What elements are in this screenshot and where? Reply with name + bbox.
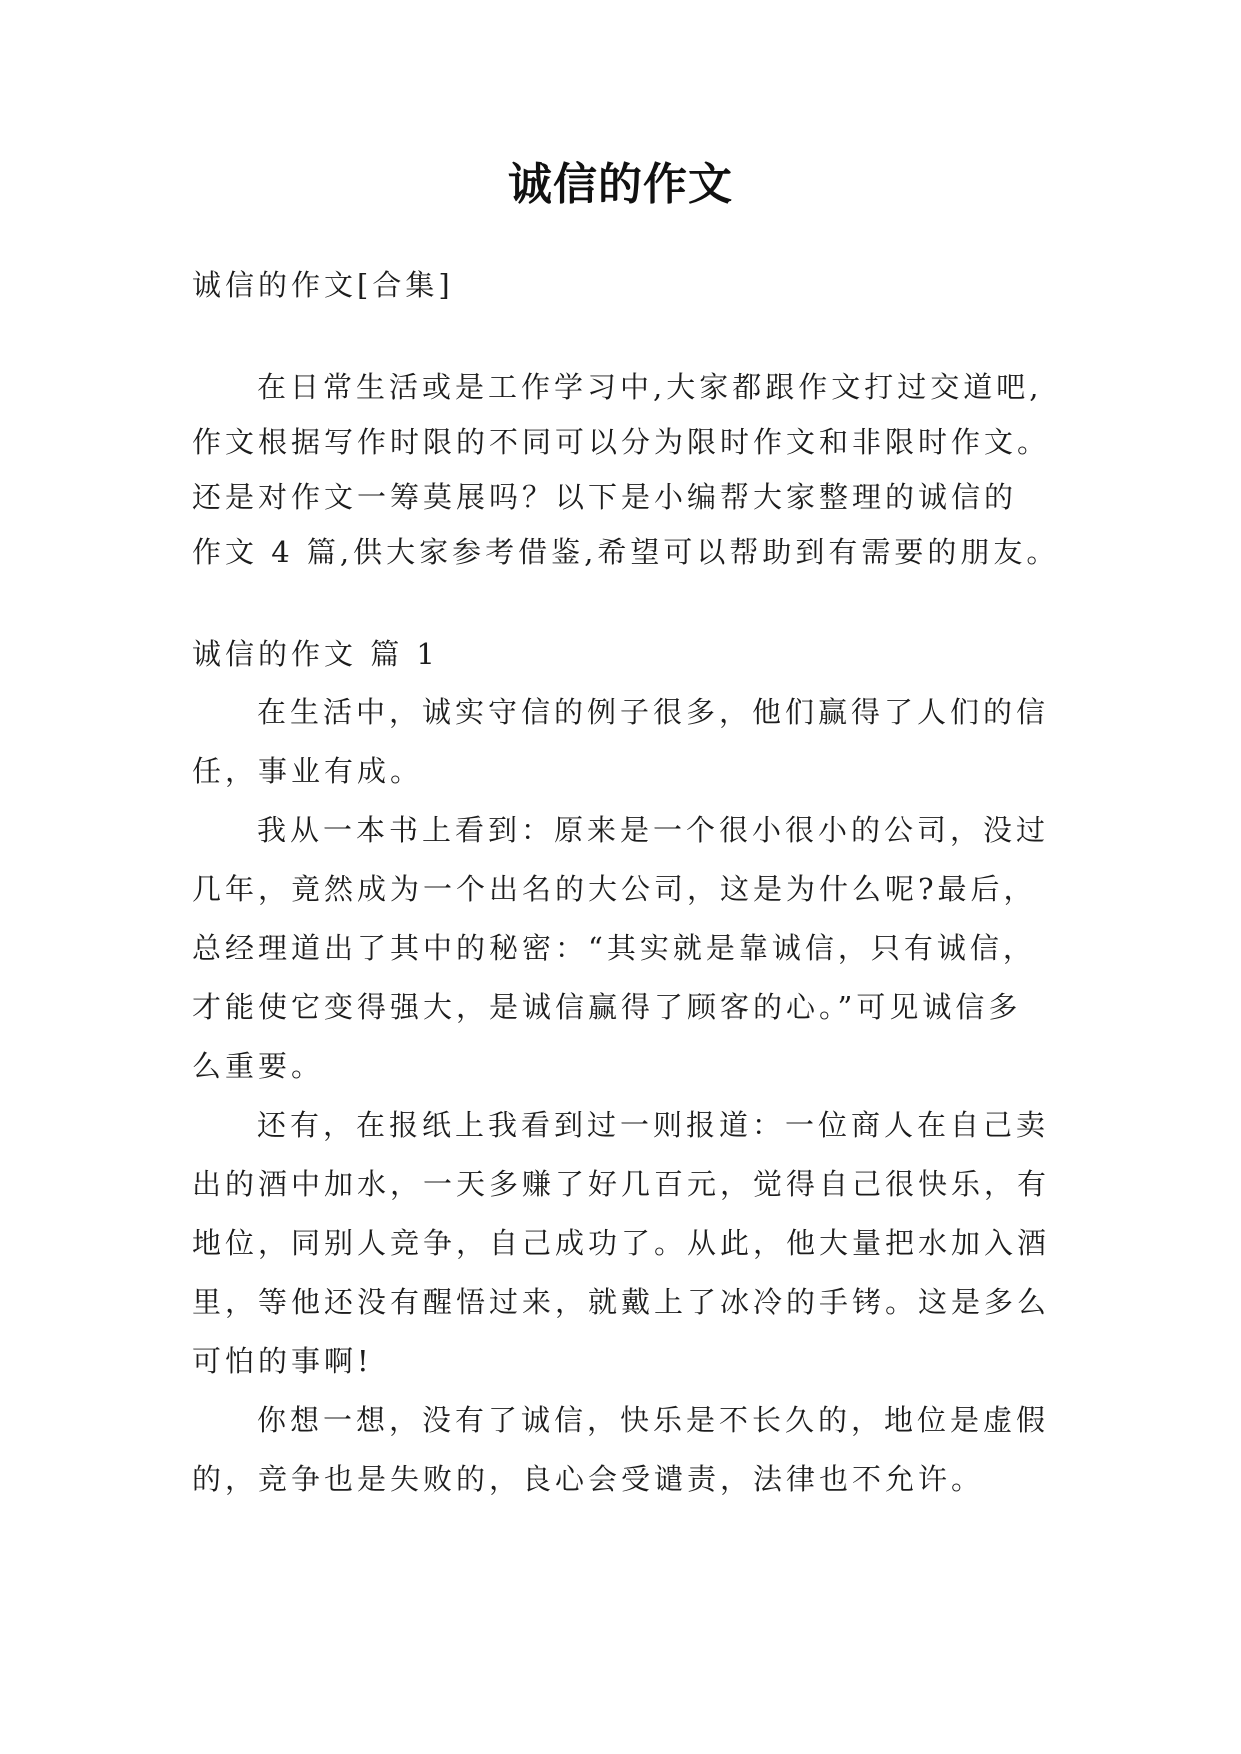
body-line: 才能使它变得强大，是诚信赢得了顾客的心。”可见诚信多 bbox=[192, 990, 1022, 1024]
body-line: 你想一想，没有了诚信，快乐是不长久的，地位是虚假 bbox=[257, 1403, 1050, 1437]
body-line: 地位，同别人竞争，自己成功了。从此，他大量把水加入酒 bbox=[192, 1226, 1051, 1260]
body-line: 在生活中，诚实守信的例子很多，他们赢得了人们的信 bbox=[257, 695, 1050, 729]
body-line: 我从一本书上看到：原来是一个很小很小的公司，没过 bbox=[257, 813, 1050, 847]
document-subtitle: 诚信的作文[合集] bbox=[192, 268, 454, 302]
body-line: 么重要。 bbox=[192, 1049, 325, 1083]
document-title: 诚信的作文 bbox=[508, 159, 733, 210]
intro-line: 还是对作文一筹莫展吗？以下是小编帮大家整理的诚信的 bbox=[192, 480, 1018, 514]
body-line: 还有，在报纸上我看到过一则报道：一位商人在自己卖 bbox=[257, 1108, 1050, 1142]
body-line: 的，竞争也是失败的，良心会受谴责，法律也不允许。 bbox=[192, 1462, 985, 1496]
body-line: 里，等他还没有醒悟过来，就戴上了冰冷的手铐。这是多么 bbox=[192, 1285, 1051, 1319]
body-line: 任，事业有成。 bbox=[192, 754, 424, 788]
body-line: 总经理道出了其中的秘密：“其实就是靠诚信，只有诚信， bbox=[192, 931, 1036, 965]
body-line: 可怕的事啊! bbox=[192, 1344, 373, 1378]
intro-line: 作文根据写作时限的不同可以分为限时作文和非限时作文。 bbox=[192, 425, 1051, 459]
intro-line: 作文 4 篇,供大家参考借鉴,希望可以帮助到有需要的朋友。 bbox=[192, 535, 1060, 569]
body-line: 几年，竟然成为一个出名的大公司，这是为什么呢?最后， bbox=[192, 872, 1037, 906]
body-line: 出的酒中加水，一天多赚了好几百元，觉得自己很快乐，有 bbox=[192, 1167, 1051, 1201]
section-heading: 诚信的作文 篇 1 bbox=[192, 637, 439, 671]
intro-line: 在日常生活或是工作学习中,大家都跟作文打过交道吧, bbox=[257, 370, 1043, 404]
